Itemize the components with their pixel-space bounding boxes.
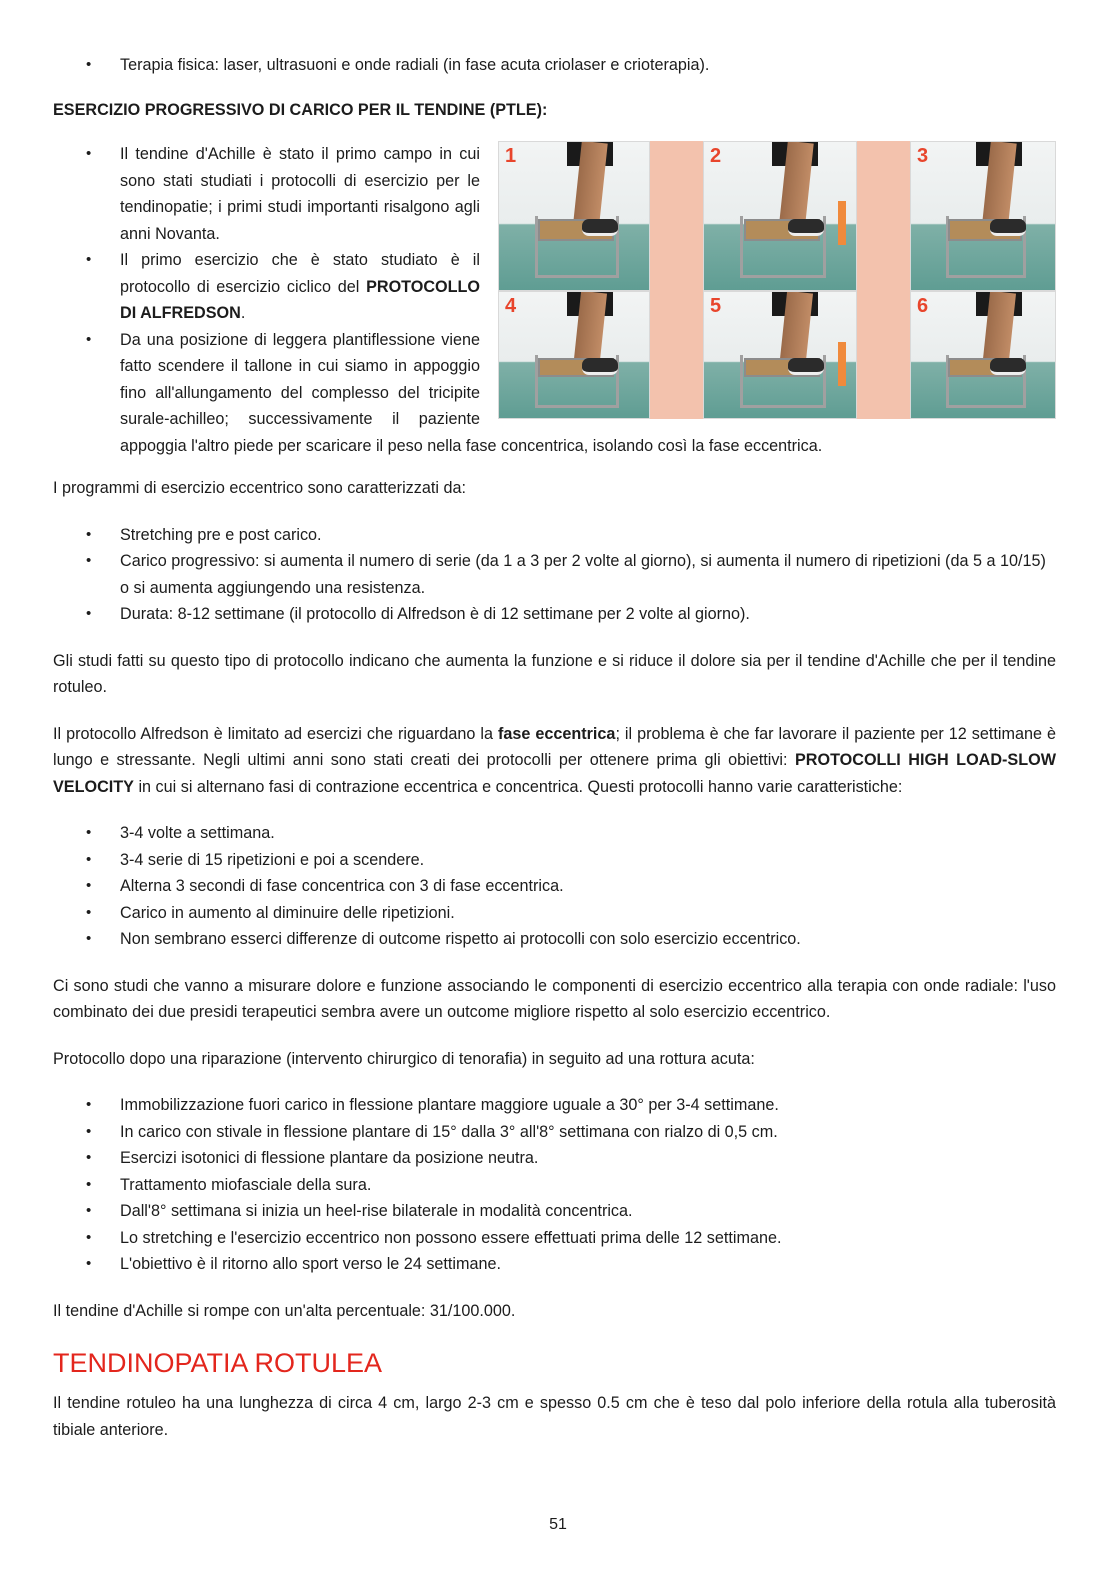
list-item: • 3-4 volte a settimana. <box>53 820 1056 847</box>
paragraph-text: Il protocollo Alfredson è limitato ad esercizi che riguardano la <box>53 724 498 743</box>
figure-label: 5 <box>710 295 722 317</box>
list-item: • Dall'8° settimana si inizia un heel-rise bilaterale in modalità concentrica. <box>53 1198 1056 1225</box>
alfredson-paragraph <box>53 721 1056 801</box>
eccentric-phase-term: fase eccentrica <box>497 724 616 743</box>
list-item-text-end: . <box>240 304 246 322</box>
ptle-list <box>53 141 1056 459</box>
list-item: • Terapia fisica: laser, ultrasuoni e onde radiali (in fase acuta criolaser e crioterapia). <box>53 52 1056 79</box>
paragraph-text: in cui si alternano fasi di contrazione eccentrica e concentrica. Questi protocolli hanno varie caratteristiche: <box>133 777 903 796</box>
list-item: • Alterna 3 secondi di fase concentrica con 3 di fase eccentrica. <box>53 873 1056 900</box>
paragraph-text: ; il problema è che far lavorare il paziente per 12 settimane è lungo e stressante. Negli ultimi anni sono stati creati dei protocolli per ottenere prima gli obiettivi: <box>53 724 1056 769</box>
list-item-text: Il primo esercizio che è stato studiato è il protocollo di esercizio ciclico del <box>120 251 480 296</box>
list-item: • In carico con stivale in flessione plantare di 15° dalla 3° all'8° settimana con rialzo di 0,5 cm. <box>53 1119 1056 1146</box>
list-item: • Non sembrano esserci differenze di outcome rispetto ai protocolli con solo esercizio eccentrico. <box>53 926 1056 953</box>
studies-paragraph: Gli studi fatti su questo tipo di protocollo indicano che aumenta la funzione e si riduce il dolore sia per il tendine d'Achille che per il tendine rotuleo. <box>53 651 1056 696</box>
list-item: • Carico progressivo: si aumenta il numero di serie (da 1 a 3 per 2 volte al giorno), si aumenta il numero di ripetizioni (da 5 a 10/15) o si aumenta aggiungendo una resistenza. <box>53 548 1056 601</box>
repair-intro: Protocollo dopo una riparazione (intervento chirurgico di tenorafia) in seguito ad una rottura acuta: <box>53 1049 755 1068</box>
rupture-paragraph: Il tendine d'Achille si rompe con un'alta percentuale: 31/100.000. <box>53 1301 516 1320</box>
list-item: • Esercizi isotonici di flessione plantare da posizione neutra. <box>53 1145 1056 1172</box>
list-item <box>53 247 1056 327</box>
eccentric-list <box>53 522 1056 628</box>
figure-label: 3 <box>917 145 929 167</box>
list-item: • Stretching pre e post carico. <box>53 522 1056 549</box>
ptle-section <box>53 141 1056 459</box>
figure-label: 6 <box>917 295 929 317</box>
eccentric-intro: I programmi di esercizio eccentrico sono caratterizzati da: <box>53 479 466 497</box>
intro-list <box>53 52 1056 79</box>
list-item: • Trattamento miofasciale della sura. <box>53 1172 1056 1199</box>
combined-therapy-paragraph: Ci sono studi che vanno a misurare dolore e funzione associando le componenti di esercizio eccentrico alla terapia con onde radiale: l'uso combinato dei due presidi terapeutici sembra avere un outcome migliore rispetto al solo esercizio eccentrico. <box>53 976 1056 1021</box>
list-item: • Il tendine d'Achille è stato il primo campo in cui sono stati studiati i protocolli di esercizio per le tendinopatie; i primi studi importanti risalgono agli anni Novanta. <box>53 141 1056 247</box>
hlsv-list <box>53 820 1056 953</box>
list-item: • Lo stretching e l'esercizio eccentrico non possono essere effettuati prima delle 12 settimane. <box>53 1225 1056 1252</box>
list-item: • Durata: 8-12 settimane (il protocollo di Alfredson è di 12 settimane per 2 volte al giorno). <box>53 601 1056 628</box>
hlsv-protocol-term: PROTOCOLLI HIGH LOAD-SLOW VELOCITY <box>53 751 1056 796</box>
figure-label: 2 <box>710 145 722 167</box>
ptle-heading: ESERCIZIO PROGRESSIVO DI CARICO PER IL TENDINE (PTLE): <box>53 100 548 119</box>
list-item: • Immobilizzazione fuori carico in flessione plantare maggiore uguale a 30° per 3-4 settimane. <box>53 1092 1056 1119</box>
page-number: 51 <box>549 1516 567 1533</box>
page-content <box>53 52 1056 1443</box>
list-item: • Da una posizione di leggera plantiflessione viene fatto scendere il tallone in cui siamo in appoggio fino all'allungamento del complesso del tricipite surale-achilleo; successivamente il paziente appoggia l'altro piede per scaricare il peso nella fase concentrica, isolando così la fase eccentrica. <box>53 327 1056 460</box>
list-item: • 3-4 serie di 15 ripetizioni e poi a scendere. <box>53 847 1056 874</box>
alfredson-protocol-term: PROTOCOLLO DI ALFREDSON <box>120 277 480 322</box>
figure-label: 4 <box>505 295 517 317</box>
figure-label: 1 <box>505 145 517 167</box>
list-item: • Carico in aumento al diminuire delle ripetizioni. <box>53 900 1056 927</box>
repair-list <box>53 1092 1056 1278</box>
patellar-paragraph: Il tendine rotuleo ha una lunghezza di circa 4 cm, largo 2-3 cm e spesso 0.5 cm che è teso dal polo inferiore della rotula alla tuberosità tibiale anteriore. <box>53 1394 1056 1439</box>
list-item: • L'obiettivo è il ritorno allo sport verso le 24 settimane. <box>53 1251 1056 1278</box>
section-title: TENDINOPATIA ROTULEA <box>53 1348 383 1378</box>
